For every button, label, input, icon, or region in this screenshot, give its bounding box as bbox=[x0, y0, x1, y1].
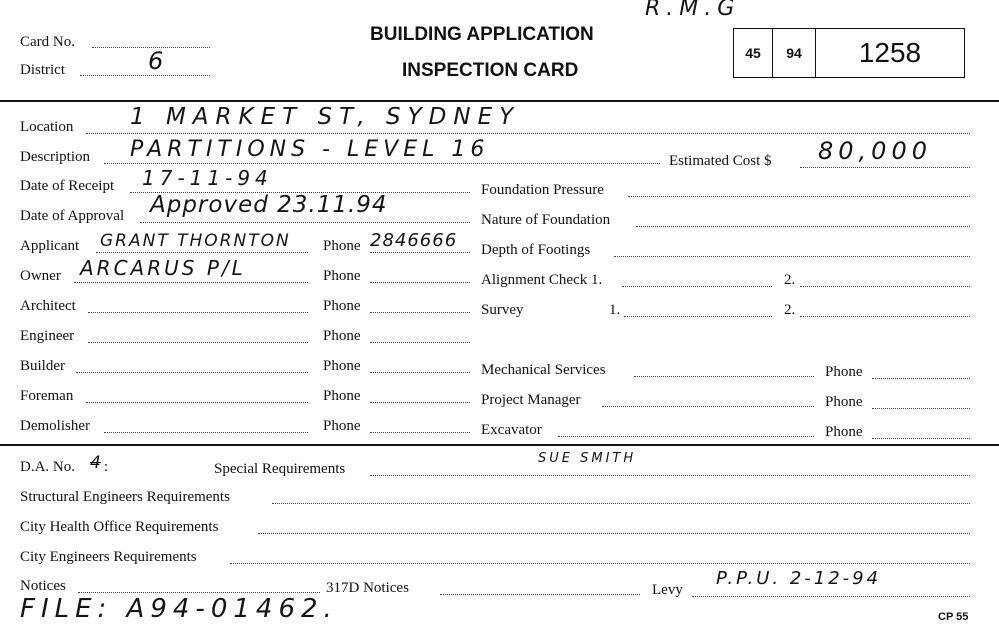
nature-of-foundation-label: Nature of Foundation bbox=[481, 212, 611, 228]
form-title-line1: BUILDING APPLICATION bbox=[370, 24, 594, 45]
engineer-phone-field[interactable] bbox=[370, 342, 470, 343]
foreman-phone-label: Phone bbox=[323, 388, 361, 404]
estimated-cost-label: Estimated Cost $ bbox=[669, 153, 772, 169]
foundation-pressure-field[interactable] bbox=[628, 196, 970, 197]
project-manager-field[interactable] bbox=[602, 406, 814, 407]
demolisher-field[interactable] bbox=[104, 432, 308, 433]
alignment-check-label: Alignment Check 1. bbox=[481, 272, 603, 288]
file-number: FILE: A94-01462. bbox=[20, 594, 338, 624]
reference-box-cell: 45 bbox=[734, 29, 773, 77]
estimated-cost-field[interactable] bbox=[800, 167, 970, 168]
estimated-cost-value: 80,000 bbox=[818, 137, 932, 165]
applicant-phone-field[interactable] bbox=[370, 252, 470, 253]
depth-of-footings-label: Depth of Footings bbox=[481, 242, 591, 258]
location-field[interactable] bbox=[86, 133, 970, 134]
builder-phone-field[interactable] bbox=[370, 372, 470, 373]
applicant-field[interactable] bbox=[96, 252, 308, 253]
district-field[interactable] bbox=[80, 75, 210, 76]
owner-label: Owner bbox=[20, 268, 61, 284]
special-requirements-value: SUE SMITH bbox=[538, 451, 637, 466]
architect-phone-field[interactable] bbox=[370, 312, 470, 313]
section-divider bbox=[0, 444, 999, 446]
date-of-receipt-value: 17-11-94 bbox=[142, 166, 273, 190]
foreman-phone-field[interactable] bbox=[370, 402, 470, 403]
header-divider bbox=[0, 100, 999, 102]
location-value: 1 MARKET ST, SYDNEY bbox=[130, 104, 521, 130]
demolisher-phone-label: Phone bbox=[323, 418, 361, 434]
applicant-phone-label: Phone bbox=[323, 238, 361, 254]
description-field[interactable] bbox=[104, 163, 660, 164]
reference-number-box bbox=[733, 28, 965, 78]
demolisher-phone-field[interactable] bbox=[370, 432, 470, 433]
survey-1-field[interactable] bbox=[624, 316, 772, 317]
reference-number: 1258 bbox=[858, 37, 922, 68]
structural-engineers-label: Structural Engineers Requirements bbox=[20, 489, 230, 505]
da-no-label: D.A. No. bbox=[20, 459, 75, 475]
city-health-field[interactable] bbox=[258, 533, 970, 534]
builder-phone-label: Phone bbox=[323, 358, 361, 374]
applicant-phone-value: 2846666 bbox=[370, 230, 458, 251]
mechanical-phone-label: Phone bbox=[825, 364, 863, 380]
project-manager-phone-field[interactable] bbox=[872, 408, 970, 409]
foreman-field[interactable] bbox=[86, 402, 308, 403]
engineer-phone-label: Phone bbox=[323, 328, 361, 344]
special-requirements-field[interactable] bbox=[370, 475, 970, 476]
excavator-field[interactable] bbox=[558, 436, 814, 437]
foundation-pressure-label: Foundation Pressure bbox=[481, 182, 604, 198]
excavator-phone-label: Phone bbox=[825, 424, 863, 440]
notices-label: Notices bbox=[20, 578, 66, 594]
survey-label: Survey bbox=[481, 302, 524, 318]
nature-of-foundation-field[interactable] bbox=[636, 226, 970, 227]
survey-1-label: 1. bbox=[609, 302, 621, 318]
initials-annotation: R.M.G bbox=[645, 0, 741, 21]
date-of-approval-value: Approved 23.11.94 bbox=[150, 192, 388, 218]
notices-field[interactable] bbox=[78, 592, 320, 593]
levy-value: P.P.U. 2-12-94 bbox=[716, 568, 882, 589]
location-label: Location bbox=[20, 119, 74, 135]
da-no-colon: : bbox=[104, 459, 109, 475]
engineer-label: Engineer bbox=[20, 328, 75, 344]
reference-box-cell: 94 bbox=[773, 29, 816, 77]
architect-label: Architect bbox=[20, 298, 76, 314]
notices-317d-field[interactable] bbox=[440, 594, 640, 595]
excavator-phone-field[interactable] bbox=[872, 438, 970, 439]
builder-label: Builder bbox=[20, 358, 65, 374]
project-manager-label: Project Manager bbox=[481, 392, 581, 408]
notices-317d-label: 317D Notices bbox=[326, 580, 409, 596]
mechanical-services-label: Mechanical Services bbox=[481, 362, 606, 378]
owner-field[interactable] bbox=[74, 282, 308, 283]
applicant-label: Applicant bbox=[20, 238, 80, 254]
form-title-line2: INSPECTION CARD bbox=[402, 60, 579, 81]
city-engineers-field[interactable] bbox=[230, 563, 970, 564]
alignment-check-2-field[interactable] bbox=[800, 286, 970, 287]
date-of-receipt-label: Date of Receipt bbox=[20, 178, 115, 194]
project-manager-phone-label: Phone bbox=[825, 394, 863, 410]
architect-phone-label: Phone bbox=[323, 298, 361, 314]
da-no-value: 4 bbox=[90, 453, 101, 473]
special-requirements-label: Special Requirements bbox=[214, 461, 346, 477]
excavator-label: Excavator bbox=[481, 422, 542, 438]
alignment-check-1-field[interactable] bbox=[622, 286, 772, 287]
description-label: Description bbox=[20, 149, 90, 165]
date-of-approval-label: Date of Approval bbox=[20, 208, 125, 224]
city-engineers-label: City Engineers Requirements bbox=[20, 549, 197, 565]
alignment-check-2-label: 2. bbox=[784, 272, 796, 288]
survey-2-field[interactable] bbox=[800, 316, 970, 317]
builder-field[interactable] bbox=[76, 372, 308, 373]
district-value: 6 bbox=[148, 47, 167, 75]
card-no-label: Card No. bbox=[20, 34, 75, 50]
depth-of-footings-field[interactable] bbox=[614, 256, 970, 257]
architect-field[interactable] bbox=[88, 312, 308, 313]
owner-phone-field[interactable] bbox=[370, 282, 470, 283]
applicant-value: GRANT THORNTON bbox=[100, 231, 291, 251]
survey-2-label: 2. bbox=[784, 302, 796, 318]
form-code: CP 55 bbox=[938, 611, 969, 623]
levy-label: Levy bbox=[652, 582, 683, 598]
district-label: District bbox=[20, 62, 65, 78]
owner-phone-label: Phone bbox=[323, 268, 361, 284]
city-health-label: City Health Office Requirements bbox=[20, 519, 219, 535]
demolisher-label: Demolisher bbox=[20, 418, 90, 434]
mechanical-services-field[interactable] bbox=[634, 376, 814, 377]
date-of-approval-field[interactable] bbox=[140, 222, 470, 223]
owner-value: ARCARUS P/L bbox=[80, 256, 246, 280]
structural-engineers-field[interactable] bbox=[272, 503, 970, 504]
levy-field[interactable] bbox=[692, 596, 970, 597]
engineer-field[interactable] bbox=[88, 342, 308, 343]
mechanical-phone-field[interactable] bbox=[872, 378, 970, 379]
description-value: PARTITIONS - LEVEL 16 bbox=[130, 137, 490, 162]
foreman-label: Foreman bbox=[20, 388, 74, 404]
